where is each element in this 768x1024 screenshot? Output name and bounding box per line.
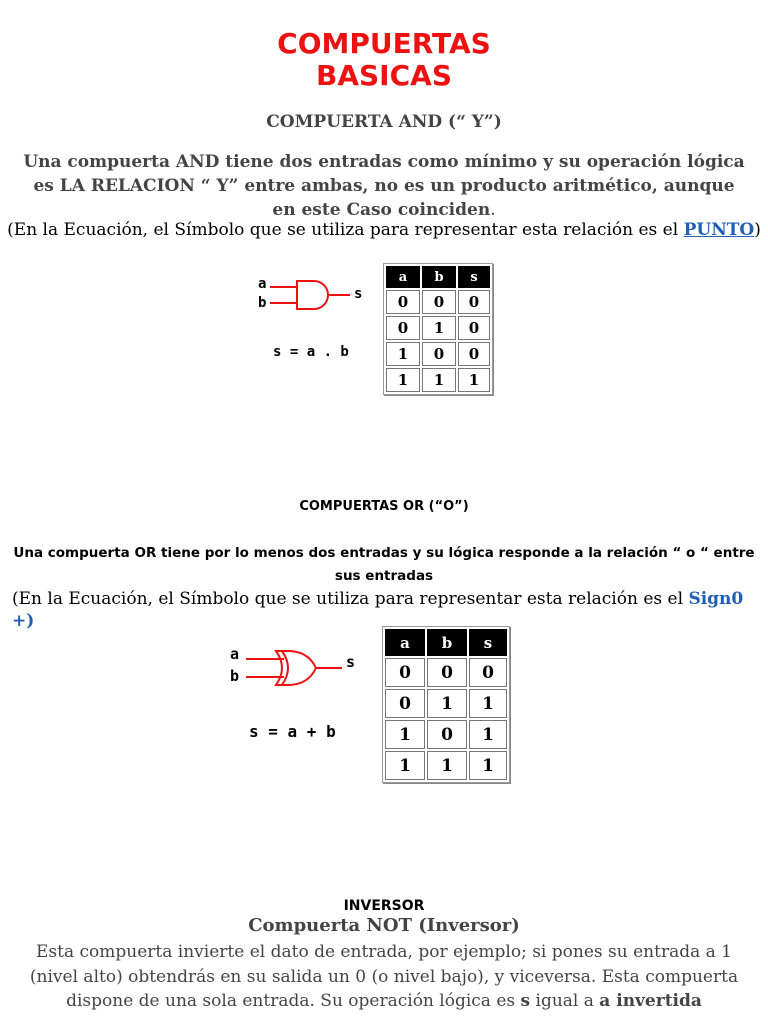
- or-table-header-row: [385, 629, 507, 656]
- table-cell: 0: [422, 342, 456, 366]
- table-cell: 1: [386, 368, 420, 392]
- table-cell: 0: [385, 689, 425, 718]
- table-row: [386, 368, 490, 392]
- or-header-s: s: [469, 629, 507, 656]
- table-cell: 0: [422, 290, 456, 314]
- table-cell: 0: [386, 316, 420, 340]
- and-truth-table: [383, 263, 493, 395]
- or-equation: s = a + b: [249, 722, 336, 741]
- and-gate-diagram: [250, 275, 370, 325]
- and-header-s: s: [458, 266, 490, 288]
- or-header-b: b: [427, 629, 467, 656]
- table-row: [385, 751, 507, 780]
- table-cell: 0: [386, 290, 420, 314]
- and-header-a: a: [386, 266, 420, 288]
- table-cell: 1: [469, 689, 507, 718]
- page-title: [0, 28, 768, 92]
- table-cell: 1: [422, 368, 456, 392]
- table-row: [385, 720, 507, 749]
- and-table-header-row: [386, 266, 490, 288]
- or-heading: COMPUERTAS OR (“O”): [299, 499, 469, 514]
- or-input-b-label: b: [230, 667, 240, 685]
- table-cell: 1: [385, 751, 425, 780]
- table-cell: 1: [427, 689, 467, 718]
- and-input-b-label: b: [258, 295, 267, 311]
- table-cell: 1: [469, 720, 507, 749]
- table-cell: 0: [458, 342, 490, 366]
- or-header-a: a: [385, 629, 425, 656]
- and-gate-icon: [250, 275, 370, 325]
- or-gate-diagram: [226, 645, 366, 695]
- table-cell: 0: [458, 290, 490, 314]
- table-row: [386, 290, 490, 314]
- and-note: (En la Ecuación, el Símbolo que se utiliza para representar esta relación es el PUNTO): [7, 220, 761, 240]
- table-cell: 1: [385, 720, 425, 749]
- and-input-a-label: a: [258, 276, 267, 292]
- table-row: [386, 316, 490, 340]
- table-cell: 1: [427, 751, 467, 780]
- table-cell: 0: [469, 658, 507, 687]
- or-note: (En la Ecuación, el Símbolo que se utiliza para representar esta relación es el Sign0 +): [12, 589, 744, 631]
- or-description: Una compuerta OR tiene por lo menos dos entradas y su lógica responde a la relación “ o “ entre sus entradas: [13, 545, 755, 584]
- table-row: [386, 342, 490, 366]
- and-output-label: s: [354, 286, 363, 302]
- table-cell: 1: [386, 342, 420, 366]
- or-truth-table: [382, 626, 510, 783]
- and-equation: s = a . b: [273, 344, 349, 360]
- table-cell: 1: [469, 751, 507, 780]
- or-input-a-label: a: [230, 645, 240, 663]
- table-cell: 0: [385, 658, 425, 687]
- and-header-b: b: [422, 266, 456, 288]
- not-label: INVERSOR: [343, 898, 425, 914]
- or-gate-icon: [226, 645, 366, 695]
- table-cell: 0: [458, 316, 490, 340]
- table-row: [385, 689, 507, 718]
- table-cell: 0: [427, 720, 467, 749]
- table-cell: 1: [458, 368, 490, 392]
- and-description: Una compuerta AND tiene dos entradas como mínimo y su operación lógica es LA RELACION “ Y” entre ambas, no es un producto aritmético, aunque en este Caso coinciden.: [23, 152, 745, 220]
- punto-link[interactable]: PUNTO: [683, 220, 755, 240]
- table-cell: 0: [427, 658, 467, 687]
- sign-link[interactable]: Sign0 +): [12, 589, 744, 631]
- title-line-2: BASICAS: [316, 59, 452, 92]
- not-description: Esta compuerta invierte el dato de entrada, por ejemplo; si pones su entrada a 1 (nivel alto) obtendrás en su salida un 0 (o nivel bajo), y viceversa. Esta compuerta dispone de una sola entrada. Su operación lógica es s igual a a invertida: [29, 942, 739, 1011]
- and-heading: COMPUERTA AND (“ Y”): [266, 112, 502, 132]
- not-heading: Compuerta NOT (Inversor): [248, 915, 520, 936]
- or-output-label: s: [346, 653, 356, 671]
- title-line-1: COMPUERTAS: [277, 27, 491, 60]
- table-row: [385, 658, 507, 687]
- table-cell: 1: [422, 316, 456, 340]
